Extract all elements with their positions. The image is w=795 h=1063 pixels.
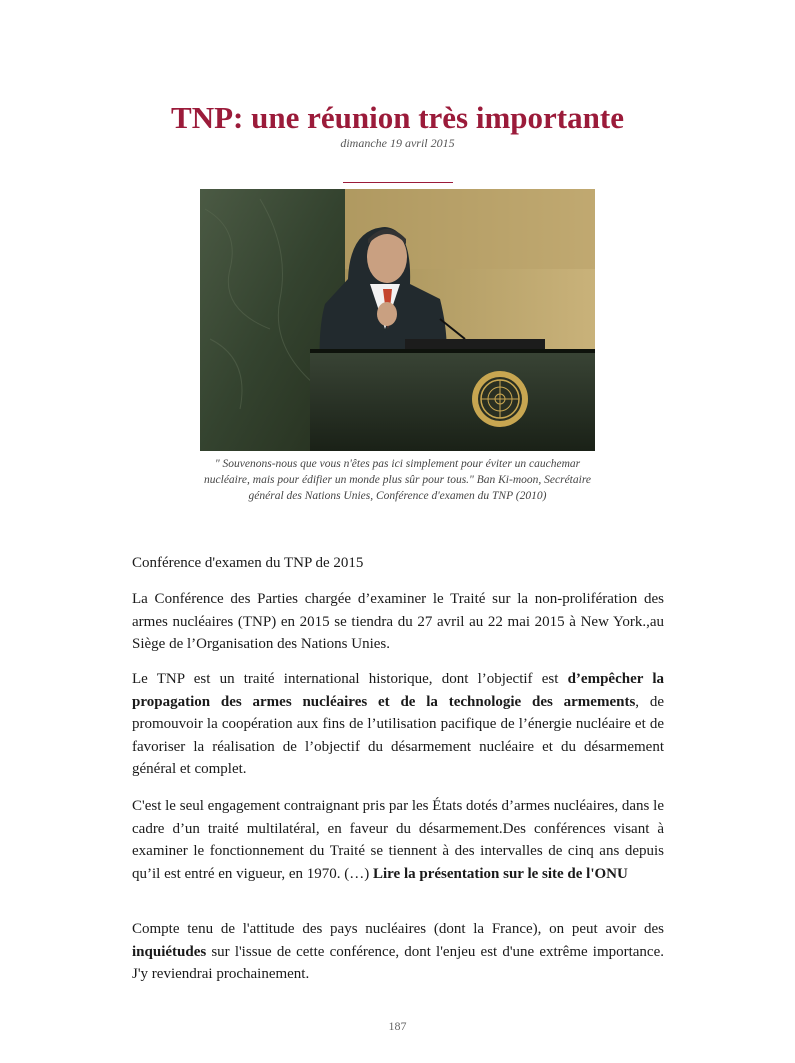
onu-link[interactable]: Lire la présentation sur le site de l'ONU: [373, 865, 628, 882]
paragraph-concerns: Compte tenu de l'attitude des pays nucléaires (dont la France), on peut avoir des inquiétudes sur l'issue de cette conférence, dont l'enjeu est d'une extrême importance. J'y reviendrai prochainement.: [132, 921, 664, 982]
page-number: 187: [388, 1019, 407, 1033]
paragraph-tnp-objective: Le TNP est un traité international historique, dont l’objectif est d’empêcher la propagation des armes nucléaires et de la technologie des armements, de promouvoir la coopération aux fins de l’utilisation pacifique de l’énergie nucléaire et de favoriser la réalisation de l’objectif du désarmement nucléaire et du désarmement général et complet.: [132, 671, 664, 777]
un-podium-photo: [200, 189, 595, 451]
paragraph-commitment: C'est le seul engagement contraignant pris par les États dotés d’armes nucléaires, dans le cadre d’un traité multilatéral, en faveur du désarmement.Des conférences visant à examiner le fonctionnement du Traité se tiennent à des intervalles de cinq ans depuis qu’il est entré en vigueur, en 1970. (…) Lire la présentation sur le site de l'ONU: [132, 798, 664, 882]
photo-caption: " Souvenons-nous que vous n'êtes pas ici simplement pour éviter un cauchemar nucléaire, mais pour édifier un monde plus sûr pour tous." Ban Ki-moon, Secrétaire général des Nations Unies, Conférence d'examen du TNP (2010): [204, 458, 591, 502]
emphasis-text: d’empêcher la propagation des armes nucléaires et de la technologie des armements: [132, 671, 664, 710]
page-title: TNP: une réunion très importante: [171, 100, 624, 135]
post-date: dimanche 19 avril 2015: [340, 136, 455, 150]
paragraph-conference: La Conférence des Parties chargée d’examiner le Traité sur la non-prolifération des armes nucléaires (TNP) en 2015 se tiendra du 27 avril au 22 mai 2015 à New York.,au Siège de l’Organisation des Nations Unies.: [132, 591, 664, 652]
section-heading: Conférence d'examen du TNP de 2015: [132, 555, 364, 571]
photo-illustration: [200, 189, 595, 451]
title-divider: [343, 182, 453, 183]
emphasis-text: inquiétudes: [132, 943, 207, 960]
